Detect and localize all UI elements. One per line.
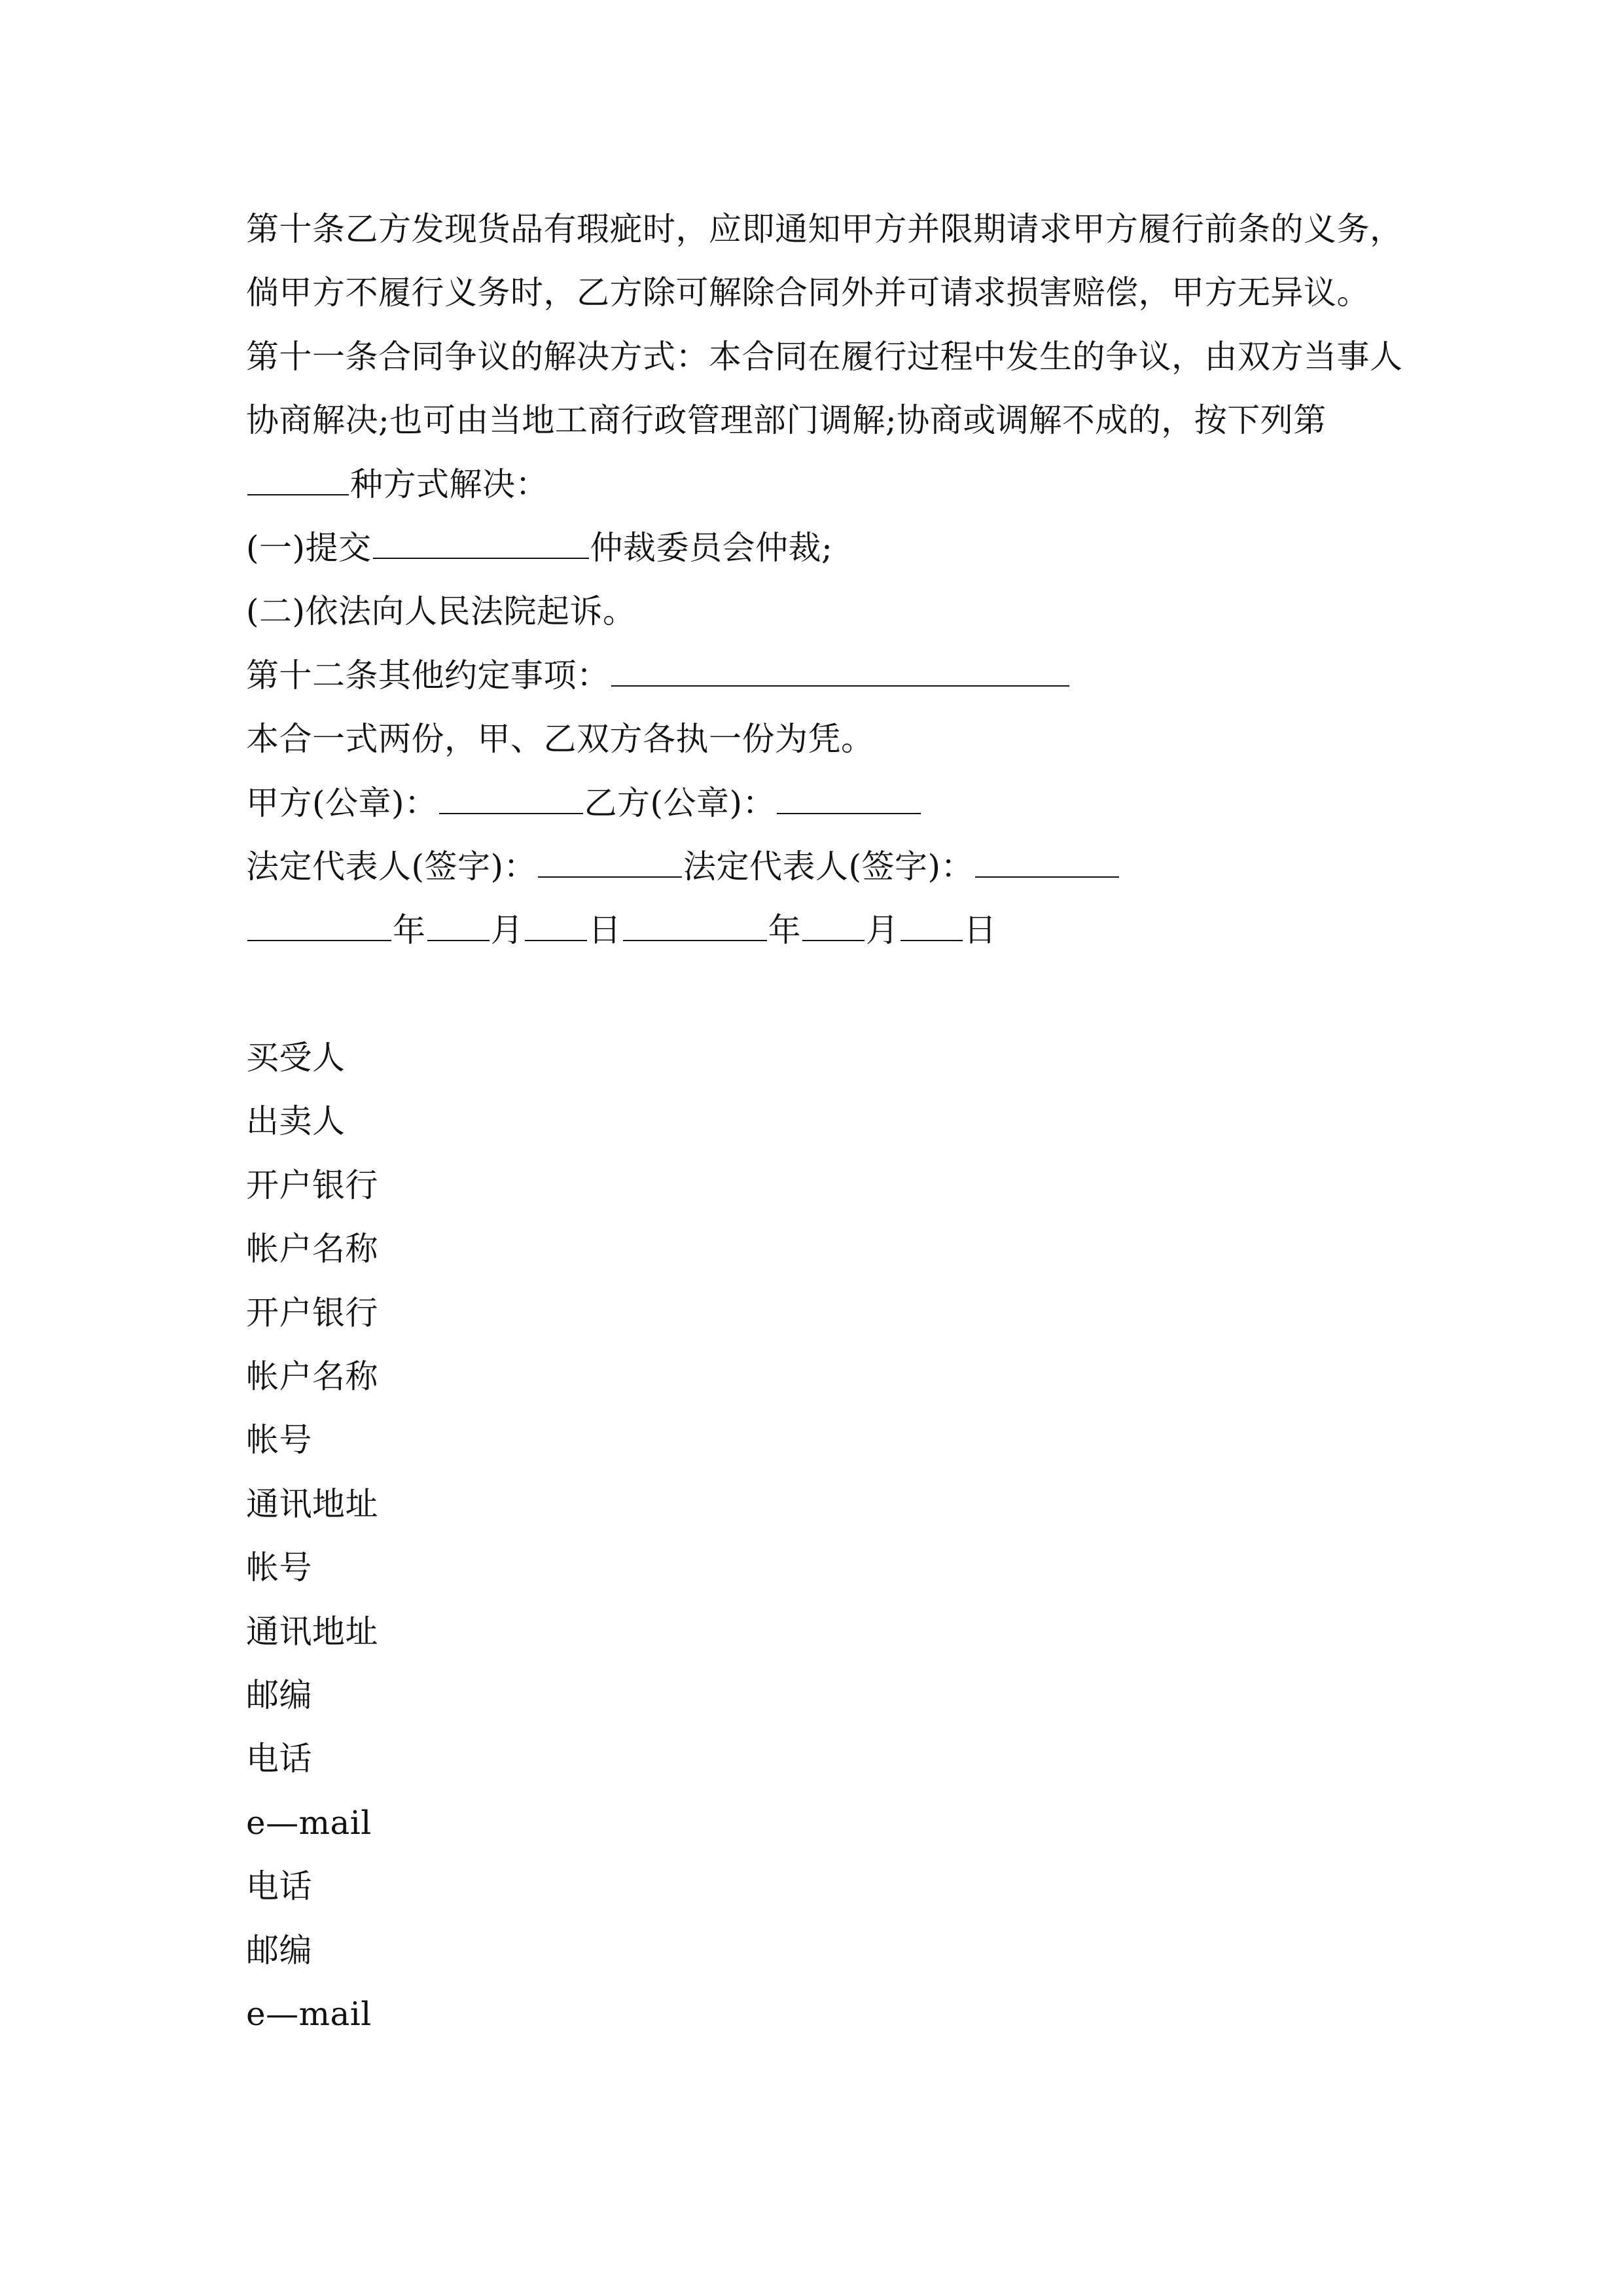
representative-line: [246, 835, 1398, 899]
article-12: [246, 644, 1398, 708]
month-a-blank: [427, 939, 490, 941]
info-field: 通讯地址: [246, 1484, 378, 1523]
info-field: 帐户名称: [246, 1230, 378, 1268]
info-field: 帐户名称: [246, 1357, 378, 1396]
month-b-label: 月: [866, 911, 899, 950]
rep-a-label: 法定代表人(签字)：: [246, 847, 537, 886]
date-line: [246, 899, 1398, 962]
method-number-blank: [247, 493, 349, 495]
arbitration-commission-blank: [373, 557, 589, 559]
copies-statement: 本合一式两份，甲、乙双方各执一份为凭。: [246, 720, 874, 759]
info-field: 通讯地址: [246, 1612, 378, 1651]
other-terms-blank: [611, 685, 1069, 687]
party-seal-line: [246, 772, 1398, 835]
day-b-label: 日: [963, 911, 997, 950]
party-b-seal-blank: [777, 812, 921, 814]
month-a-label: 月: [490, 911, 524, 950]
option-1-suffix: 仲裁委员会仲裁;: [590, 528, 833, 567]
contract-body: [246, 198, 1403, 2046]
info-field: e—mail: [246, 1994, 372, 2033]
year-b-blank: [623, 939, 767, 941]
info-field: e—mail: [246, 1803, 372, 1842]
year-a-blank: [247, 939, 391, 941]
month-b-blank: [802, 939, 865, 941]
option-1-prefix: (一)提交: [246, 528, 372, 567]
article-12-label: 第十二条其他约定事项：: [246, 656, 610, 694]
article-10-line-2: 倘甲方不履行义务时，乙方除可解除合同外并可请求损害赔偿，甲方无异议。: [246, 274, 1370, 312]
info-field: 出卖人: [246, 1102, 346, 1141]
day-b-blank: [901, 939, 963, 941]
article-11-line-2: 协商解决;也可由当地工商行政管理部门调解;协商或调解不成的，按下列第: [246, 401, 1327, 440]
article-11-line-3: [246, 453, 1398, 516]
info-field: 电话: [246, 1740, 312, 1778]
info-field: 电话: [246, 1867, 312, 1906]
rep-a-sign-blank: [538, 876, 682, 878]
info-field: 开户银行: [246, 1293, 378, 1332]
article-11-line-1: 第十一条合同争议的解决方式：本合同在履行过程中发生的争议，由双方当事人: [246, 337, 1403, 376]
info-field: 买受人: [246, 1039, 346, 1077]
info-field: 帐号: [246, 1421, 312, 1460]
option-2: (二)依法向人民法院起诉。: [246, 592, 636, 631]
info-field: 邮编: [246, 1931, 312, 1969]
rep-b-sign-blank: [975, 876, 1119, 878]
party-a-seal-blank: [439, 812, 583, 814]
year-a-label: 年: [393, 911, 426, 950]
section-gap: [246, 963, 1398, 1026]
party-a-label: 甲方(公章)：: [246, 783, 438, 822]
day-a-blank: [525, 939, 587, 941]
info-field: 开户银行: [246, 1166, 378, 1204]
info-field: 邮编: [246, 1676, 312, 1714]
article-10-line-1: 第十条乙方发现货品有瑕疵时，应即通知甲方并限期请求甲方履行前条的义务，: [246, 210, 1403, 248]
info-field: 帐号: [246, 1549, 312, 1587]
day-a-label: 日: [588, 911, 622, 950]
option-1: [246, 516, 1398, 580]
party-b-label: 乙方(公章)：: [584, 783, 776, 822]
year-b-label: 年: [768, 911, 801, 950]
method-suffix: 种方式解决：: [350, 465, 548, 503]
rep-b-label: 法定代表人(签字)：: [683, 847, 974, 886]
